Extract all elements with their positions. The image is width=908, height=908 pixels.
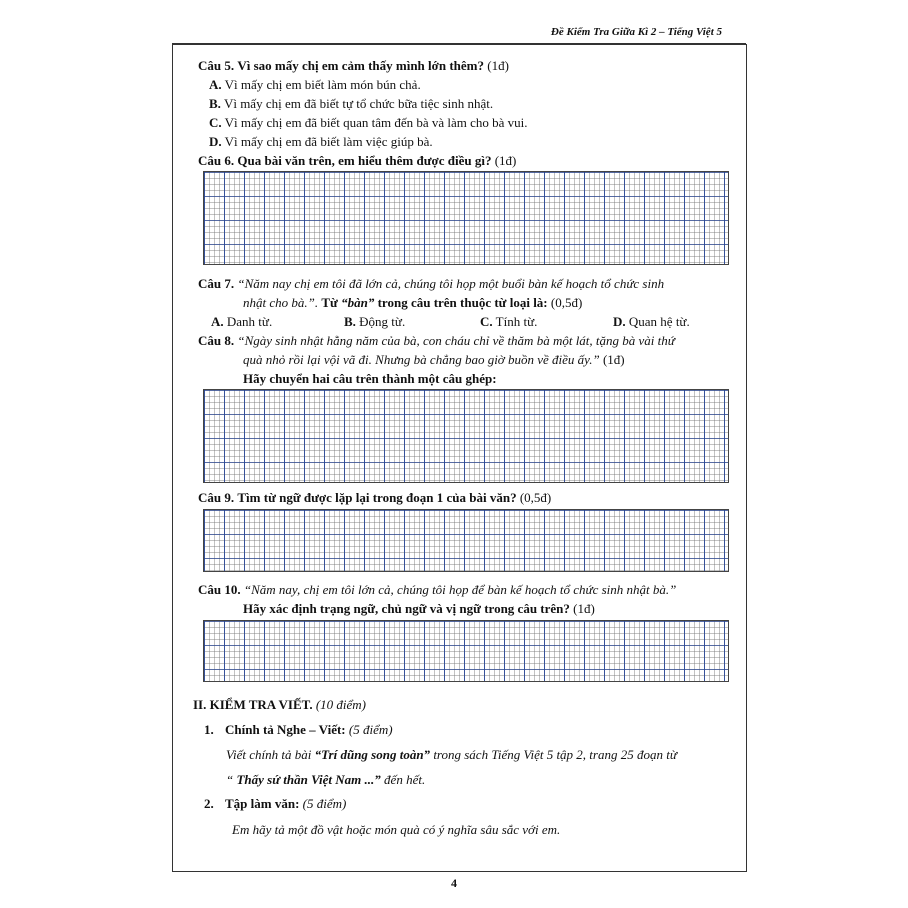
q8-quote-line1 <box>198 333 675 349</box>
q8-quote-line2 <box>243 352 625 368</box>
option-text: Quan hệ từ. <box>628 314 690 329</box>
q7-option-c <box>480 314 537 330</box>
q7-option-d <box>613 314 690 330</box>
q7-points: (0,5đ) <box>550 295 583 310</box>
option-letter: C. <box>209 115 222 130</box>
q7-ask-pre: Từ <box>321 295 338 310</box>
item1-line2-post: đến hết. <box>384 772 426 787</box>
q9-title <box>198 490 551 506</box>
item2-title: Tập làm văn: <box>225 796 300 811</box>
q10-instruction-line <box>243 601 595 617</box>
q8-label: Câu 8. <box>198 333 235 348</box>
item1-line2-pre: “ <box>226 772 234 787</box>
option-letter: A. <box>209 77 222 92</box>
q5-option-b <box>209 96 493 112</box>
q7-ask-word: “bàn” <box>341 295 375 310</box>
q8-quote-end: quà nhỏ rồi lại vội vã đi. Nhưng bà chẳng bao giờ buồn về điều ấy.” <box>243 352 600 367</box>
q7-option-a <box>211 314 272 330</box>
item1-line1-pre: Viết chính tả bài <box>226 747 312 762</box>
item2-points: (5 điểm) <box>302 796 347 811</box>
q10-instruction: Hãy xác định trạng ngữ, chủ ngữ và vị ngữ trong câu trên? <box>243 601 570 616</box>
item2-prompt: Em hãy tả một đồ vật hoặc món quà có ý nghĩa sâu sắc với em. <box>232 822 561 837</box>
q8-quote-text: “Ngày sinh nhật hằng năm của bà, con cháu chỉ về thăm bà một lát, tặng bà vài thứ <box>237 333 675 348</box>
item1-line1-title: “Trí dũng song toàn” <box>314 747 431 762</box>
q6-label: Câu 6. <box>198 153 235 168</box>
option-text: Động từ. <box>359 314 406 329</box>
q5-option-a <box>209 77 421 93</box>
q9-label: Câu 9. <box>198 490 235 505</box>
item1-title: Chính tả Nghe – Viết: <box>225 722 346 737</box>
q10-label: Câu 10. <box>198 582 241 597</box>
q9-answer-grid[interactable] <box>203 509 729 572</box>
q8-instruction: Hãy chuyển hai câu trên thành một câu ghép: <box>243 371 497 386</box>
item1-heading <box>204 722 393 738</box>
option-letter: B. <box>344 314 356 329</box>
q9-text: Tìm từ ngữ được lặp lại trong đoạn 1 của bài văn? <box>237 490 517 505</box>
q5-points: (1đ) <box>487 58 509 73</box>
q9-points: (0,5đ) <box>519 490 552 505</box>
option-letter: A. <box>211 314 224 329</box>
option-text: Vì mấy chị em đã biết làm việc giúp bà. <box>224 134 433 149</box>
q7-quote-end: nhật cho bà.”. <box>243 295 319 310</box>
page-number: 4 <box>451 876 457 890</box>
q8-points: (1đ) <box>602 352 625 367</box>
q6-title <box>198 153 516 169</box>
q5-option-d <box>209 134 433 150</box>
q7-quote-line1 <box>198 276 664 292</box>
q7-quote-text: “Năm nay chị em tôi đã lớn cả, chúng tôi họp một buổi bàn kế hoạch tổ chức sinh <box>237 276 665 291</box>
q7-option-b <box>344 314 405 330</box>
option-letter: B. <box>209 96 221 111</box>
item1-line1 <box>226 747 677 763</box>
q10-quote-line <box>198 582 676 598</box>
option-letter: D. <box>613 314 626 329</box>
option-text: Vì mấy chị em đã biết tự tổ chức bữa tiệc sinh nhật. <box>223 96 494 111</box>
section2-points: (10 điểm) <box>315 697 367 712</box>
item1-number: 1. <box>204 722 214 737</box>
document-header: Đề Kiểm Tra Giữa Kì 2 – Tiếng Việt 5 <box>550 26 722 38</box>
item1-line2-start: Thấy sứ thần Việt Nam ...” <box>236 772 381 787</box>
option-text: Tính từ. <box>495 314 538 329</box>
q5-option-c <box>209 115 528 131</box>
section2-heading <box>193 697 366 713</box>
item1-line2 <box>226 772 425 788</box>
option-text: Danh từ. <box>226 314 273 329</box>
q6-text: Qua bài văn trên, em hiểu thêm được điều gì? <box>237 153 492 168</box>
option-text: Vì mấy chị em đã biết quan tâm đến bà và làm cho bà vui. <box>224 115 528 130</box>
option-text: Vì mấy chị em biết làm món bún chả. <box>224 77 421 92</box>
item2-heading <box>204 796 346 812</box>
q5-text: Vì sao mấy chị em cảm thấy mình lớn thêm? <box>237 58 484 73</box>
q8-answer-grid[interactable] <box>203 389 729 483</box>
item2-number: 2. <box>204 796 214 811</box>
q7-ask-post: trong câu trên thuộc từ loại là: <box>377 295 548 310</box>
q6-points: (1đ) <box>494 153 517 168</box>
q10-answer-grid[interactable] <box>203 620 729 682</box>
q5-label: Câu 5. <box>198 58 235 73</box>
q7-label: Câu 7. <box>198 276 235 291</box>
item1-line1-post: trong sách Tiếng Việt 5 tập 2, trang 25 đoạn từ <box>433 747 677 762</box>
q5-title <box>198 58 509 74</box>
q7-quote-line2 <box>243 295 582 311</box>
section2-title: II. KIỂM TRA VIẾT. <box>193 697 313 712</box>
item1-points: (5 điểm) <box>348 722 393 737</box>
option-letter: C. <box>480 314 493 329</box>
q6-answer-grid[interactable] <box>203 171 729 265</box>
q10-quote-text: “Năm nay, chị em tôi lớn cả, chúng tôi họp để bàn kế hoạch tổ chức sinh nhật bà.” <box>243 582 677 597</box>
option-letter: D. <box>209 134 222 149</box>
q10-points: (1đ) <box>573 601 595 616</box>
